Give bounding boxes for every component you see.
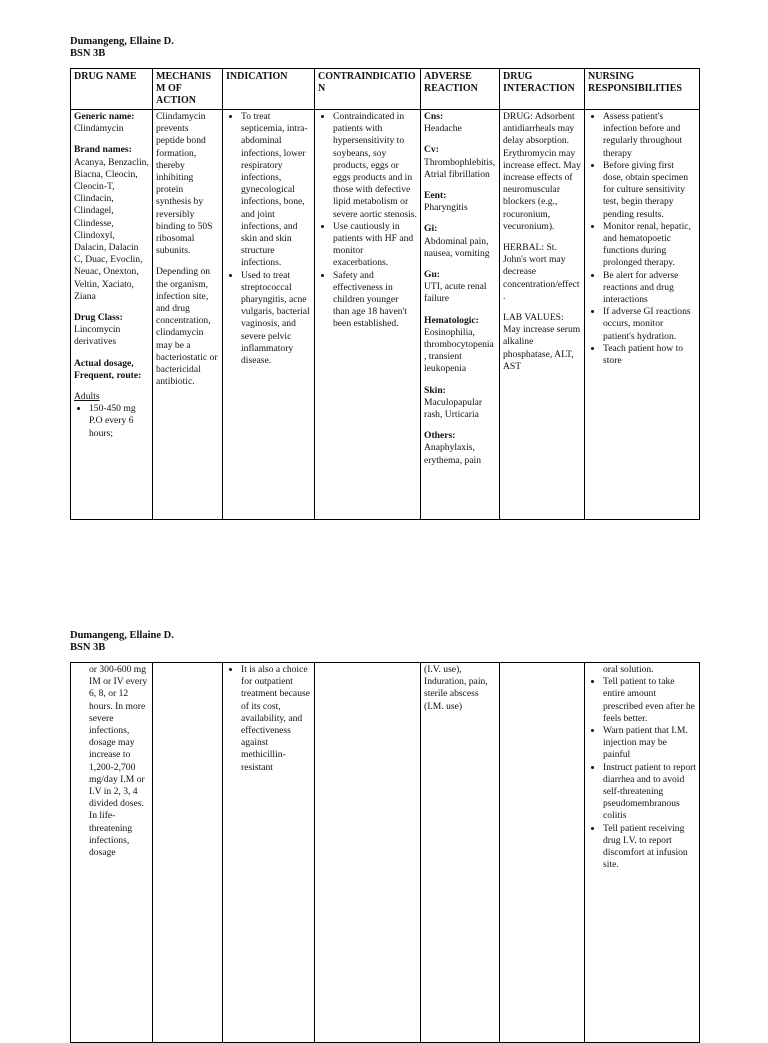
- mechanism-cell: [153, 110, 223, 520]
- nursing-item: • Instruct patient to report diarrhea and to avoid self-threatening pseudomembranous colitis: [603, 762, 696, 823]
- adverse-label: Others:: [424, 430, 456, 442]
- adverse-reaction-cell: [421, 663, 500, 1043]
- adverse-value: Pharyngitis: [424, 202, 468, 214]
- contraindication-cell: [315, 110, 421, 520]
- drug-table-page2: [70, 662, 700, 1043]
- adults-dose-item: • 150-450 mg P.O every 6 hours;: [89, 403, 149, 440]
- adverse-continued: (I.V. use), Induration, pain, sterile abscess (I.M. use): [424, 664, 488, 712]
- table-header-row: [71, 69, 700, 110]
- indication-cell: [223, 110, 315, 520]
- drug-table-page1: [70, 68, 700, 520]
- student-section: BSN 3B: [70, 48, 106, 59]
- adverse-label: Hematologic:: [424, 314, 479, 326]
- adverse-value: Maculopapular rash, Urticaria: [424, 396, 483, 421]
- adverse-label: Eent:: [424, 190, 447, 202]
- page1-header: [70, 36, 174, 60]
- table-row: [71, 110, 700, 520]
- interaction-paragraph: DRUG: Adsorbent antidiarrheals may delay absorption. Erythromycin may increase effect. May increase effects of neuromuscular blockers (e.g., rocuronium, vecuronium).: [503, 111, 581, 232]
- contraindication-item: • Contraindicated in patients with hypersensitivity to soybeans, soy products, eggs or eggs products and in those with defective lipid metabolism or severe aortic stenosis.: [333, 111, 417, 221]
- indication-item: • It is also a choice for outpatient treatment because of its cost, availability, and effectiveness against methicillin-resistant: [241, 664, 311, 774]
- brand-value: Acanya, Benzaclin, Biacna, Cleocin, Cleocin-T, Clindacin, Clindagel, Clindesse, Clindoxyl, Dalacin, Dalacin C, Duac, Evoclin, Neuac, Onexton, Veltin, Xaciato, Ziana: [74, 156, 149, 302]
- interaction-paragraph: LAB VALUES: May increase serum alkaline phosphatase, ALT, AST: [503, 312, 581, 372]
- nursing-item: • If adverse GI reactions occurs, monitor patient's hydration.: [603, 306, 696, 343]
- nursing-cell: [585, 663, 700, 1043]
- indication-cell: [223, 663, 315, 1043]
- generic-value: Clindamycin: [74, 123, 124, 135]
- col-indication: INDICATION: [223, 69, 315, 110]
- nursing-item: • Monitor renal, hepatic, and hematopoetic functions during prolonged therapy.: [603, 221, 696, 270]
- adverse-value: Anaphylaxis, erythema, pain: [424, 442, 482, 466]
- drug-interaction-cell: [500, 663, 585, 1043]
- drug-interaction-cell: [500, 110, 585, 520]
- indication-item: • To treat septicemia, intra-abdominal infections, lower respiratory infections, gynecological infections, bone, and joint infections, and skin and skin structure infections.: [241, 111, 311, 270]
- drug-name-cell: [71, 110, 153, 520]
- nursing-item: • Tell patient to take entire amount prescribed even after he feels better.: [603, 676, 696, 725]
- adverse-value: Abdominal pain, nausea, vomiting: [424, 235, 490, 259]
- nursing-item: • Teach patient how to store: [603, 343, 696, 367]
- adverse-reaction-cell: [421, 110, 500, 520]
- student-name: Dumangeng, Ellaine D.: [70, 630, 174, 641]
- mechanism-paragraph: Clindamycin prevents peptide bond formation, thereby inhibiting protein synthesis by reversibly binding to 50S ribosomal subunits.: [156, 111, 213, 257]
- adverse-value: Thrombophlebitis, Atrial fibrillation: [424, 156, 496, 180]
- col-nursing: NURSING RESPONSIBILITIES: [585, 69, 700, 110]
- adverse-label: Gu:: [424, 269, 440, 281]
- brand-label: Brand names:: [74, 144, 132, 156]
- table-row: [71, 663, 700, 1043]
- generic-label: Generic name:: [74, 111, 135, 122]
- dosage-continued: or 300-600 mg IM or IV every 6, 8, or 12 hours. In more severe infections, dosage may increase to 1,200-2,700 mg/day I.M or I.V in 2, 3, 4 divided doses. In life-threatening infections, dosage: [89, 664, 148, 859]
- contraindication-cell: [315, 663, 421, 1043]
- col-adverse-reaction: ADVERSE REACTION: [421, 69, 500, 110]
- nursing-cell: [585, 110, 700, 520]
- contraindication-item: • Use cautiously in patients with HF and monitor exacerbations.: [333, 221, 417, 270]
- drug-name-cell: [71, 663, 153, 1043]
- adults-label: Adults: [74, 391, 100, 403]
- nursing-item: • Warn patient that I.M. injection may be painful: [603, 725, 696, 762]
- indication-item: • Used to treat streptococcal pharyngitis, acne vulgaris, bacterial vaginosis, and severe pelvic inflammatory disease.: [241, 270, 311, 368]
- interaction-paragraph: HERBAL: St. John's wort may decrease concentration/effect.: [503, 242, 580, 302]
- col-mechanism: MECHANISM OF ACTION: [153, 69, 223, 110]
- col-contraindication: CONTRAINDICATION: [315, 69, 421, 110]
- adverse-label: Cns:: [424, 111, 444, 122]
- contraindication-item: • Safety and effectiveness in children younger than age 18 haven't been established.: [333, 270, 417, 331]
- page2-header: [70, 630, 174, 654]
- adverse-label: Cv:: [424, 144, 439, 156]
- nursing-item: • Assess patient's infection before and regularly throughout therapy: [603, 111, 696, 160]
- mechanism-paragraph: Depending on the organism, infection site, and drug concentration, clindamycin may be a bacteriostatic or bactericidal antibiotic.: [156, 266, 218, 388]
- adverse-value: Headache: [424, 123, 462, 135]
- mechanism-cell: [153, 663, 223, 1043]
- nursing-item: • Be alert for adverse reactions and drug interactions: [603, 270, 696, 307]
- dosage-label: Actual dosage, Frequent, route:: [74, 357, 142, 381]
- nursing-continued: oral solution.: [603, 664, 654, 675]
- student-name: Dumangeng, Ellaine D.: [70, 36, 174, 47]
- col-drug-interaction: DRUG INTERACTION: [500, 69, 585, 110]
- adverse-value: UTI, acute renal failure: [424, 281, 487, 305]
- col-drug-name: DRUG NAME: [71, 69, 153, 110]
- nursing-item: • Before giving first dose, obtain specimen for culture sensitivity test, begin therapy pending results.: [603, 160, 696, 221]
- class-label: Drug Class:: [74, 312, 123, 324]
- class-value: Lincomycin derivatives: [74, 324, 121, 348]
- student-section: BSN 3B: [70, 642, 106, 653]
- nursing-item: • Tell patient receiving drug I.V. to report discomfort at infusion site.: [603, 823, 696, 872]
- adverse-value: Eosinophilia, thrombocytopenia, transient leukopenia: [424, 326, 494, 375]
- adverse-label: Skin:: [424, 384, 446, 396]
- adverse-label: Gi:: [424, 223, 438, 235]
